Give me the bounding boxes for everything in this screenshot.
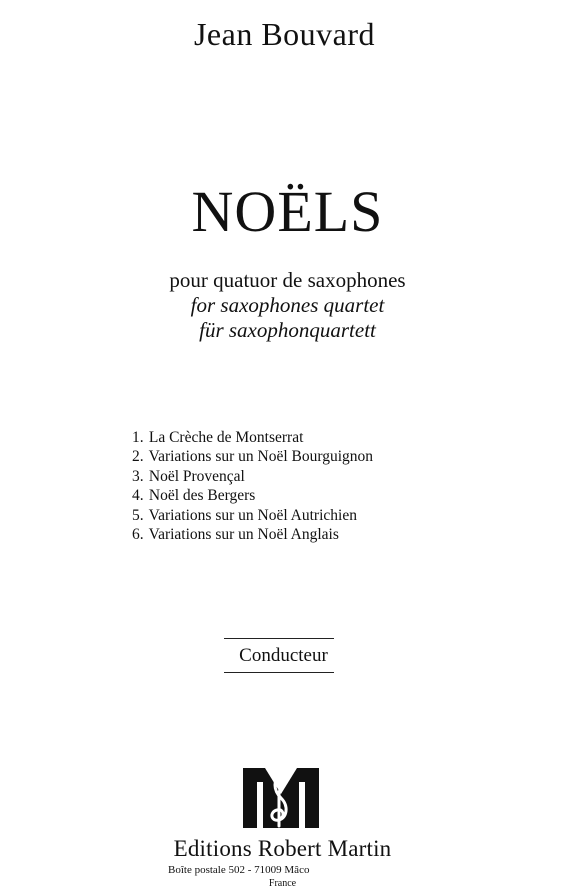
contents-list [132,428,373,544]
contents-item [132,428,373,447]
contents-item-number: 2. [132,448,144,466]
contents-item [132,525,373,544]
contents-item [132,486,373,505]
contents-item [132,506,373,525]
publisher-logo-icon [243,768,319,828]
contents-item-number: 3. [132,467,144,485]
subtitle-french: pour quatuor de saxophones [169,268,406,292]
work-title: NOËLS [191,179,384,244]
subtitle-german: für saxophonquartett [199,318,376,342]
contents-item-number: 4. [132,487,144,505]
edition-bottom-rule [224,672,334,673]
contents-item-number: 1. [132,429,144,446]
contents-item [132,467,373,486]
edition-top-rule [224,638,334,639]
contents-item [132,447,373,466]
composer-name: Jean Bouvard [193,16,376,52]
contents-item-number: 6. [132,526,144,544]
contents-item-title: Noël des Bergers [148,487,256,505]
contents-item-number: 5. [132,506,144,524]
contents-item-title: Variations sur un Noël Autrichien [148,506,357,524]
contents-item-title: Variations sur un Noël Bourguignon [148,448,374,466]
contents-item-title: Noël Provençal [148,467,245,485]
contents-item-title: Variations sur un Noël Anglais [148,526,339,544]
subtitle-english: for saxophones quartet [190,293,385,317]
edition-label: Conducteur [239,645,328,666]
subtitle-block [0,268,561,343]
contents-item-title: La Crèche de Montserrat [148,429,304,446]
publisher-country: France [268,878,297,889]
publisher-address: Boîte postale 502 - 71009 Mâco [168,864,310,876]
publisher-name: Editions Robert Martin [173,836,392,861]
